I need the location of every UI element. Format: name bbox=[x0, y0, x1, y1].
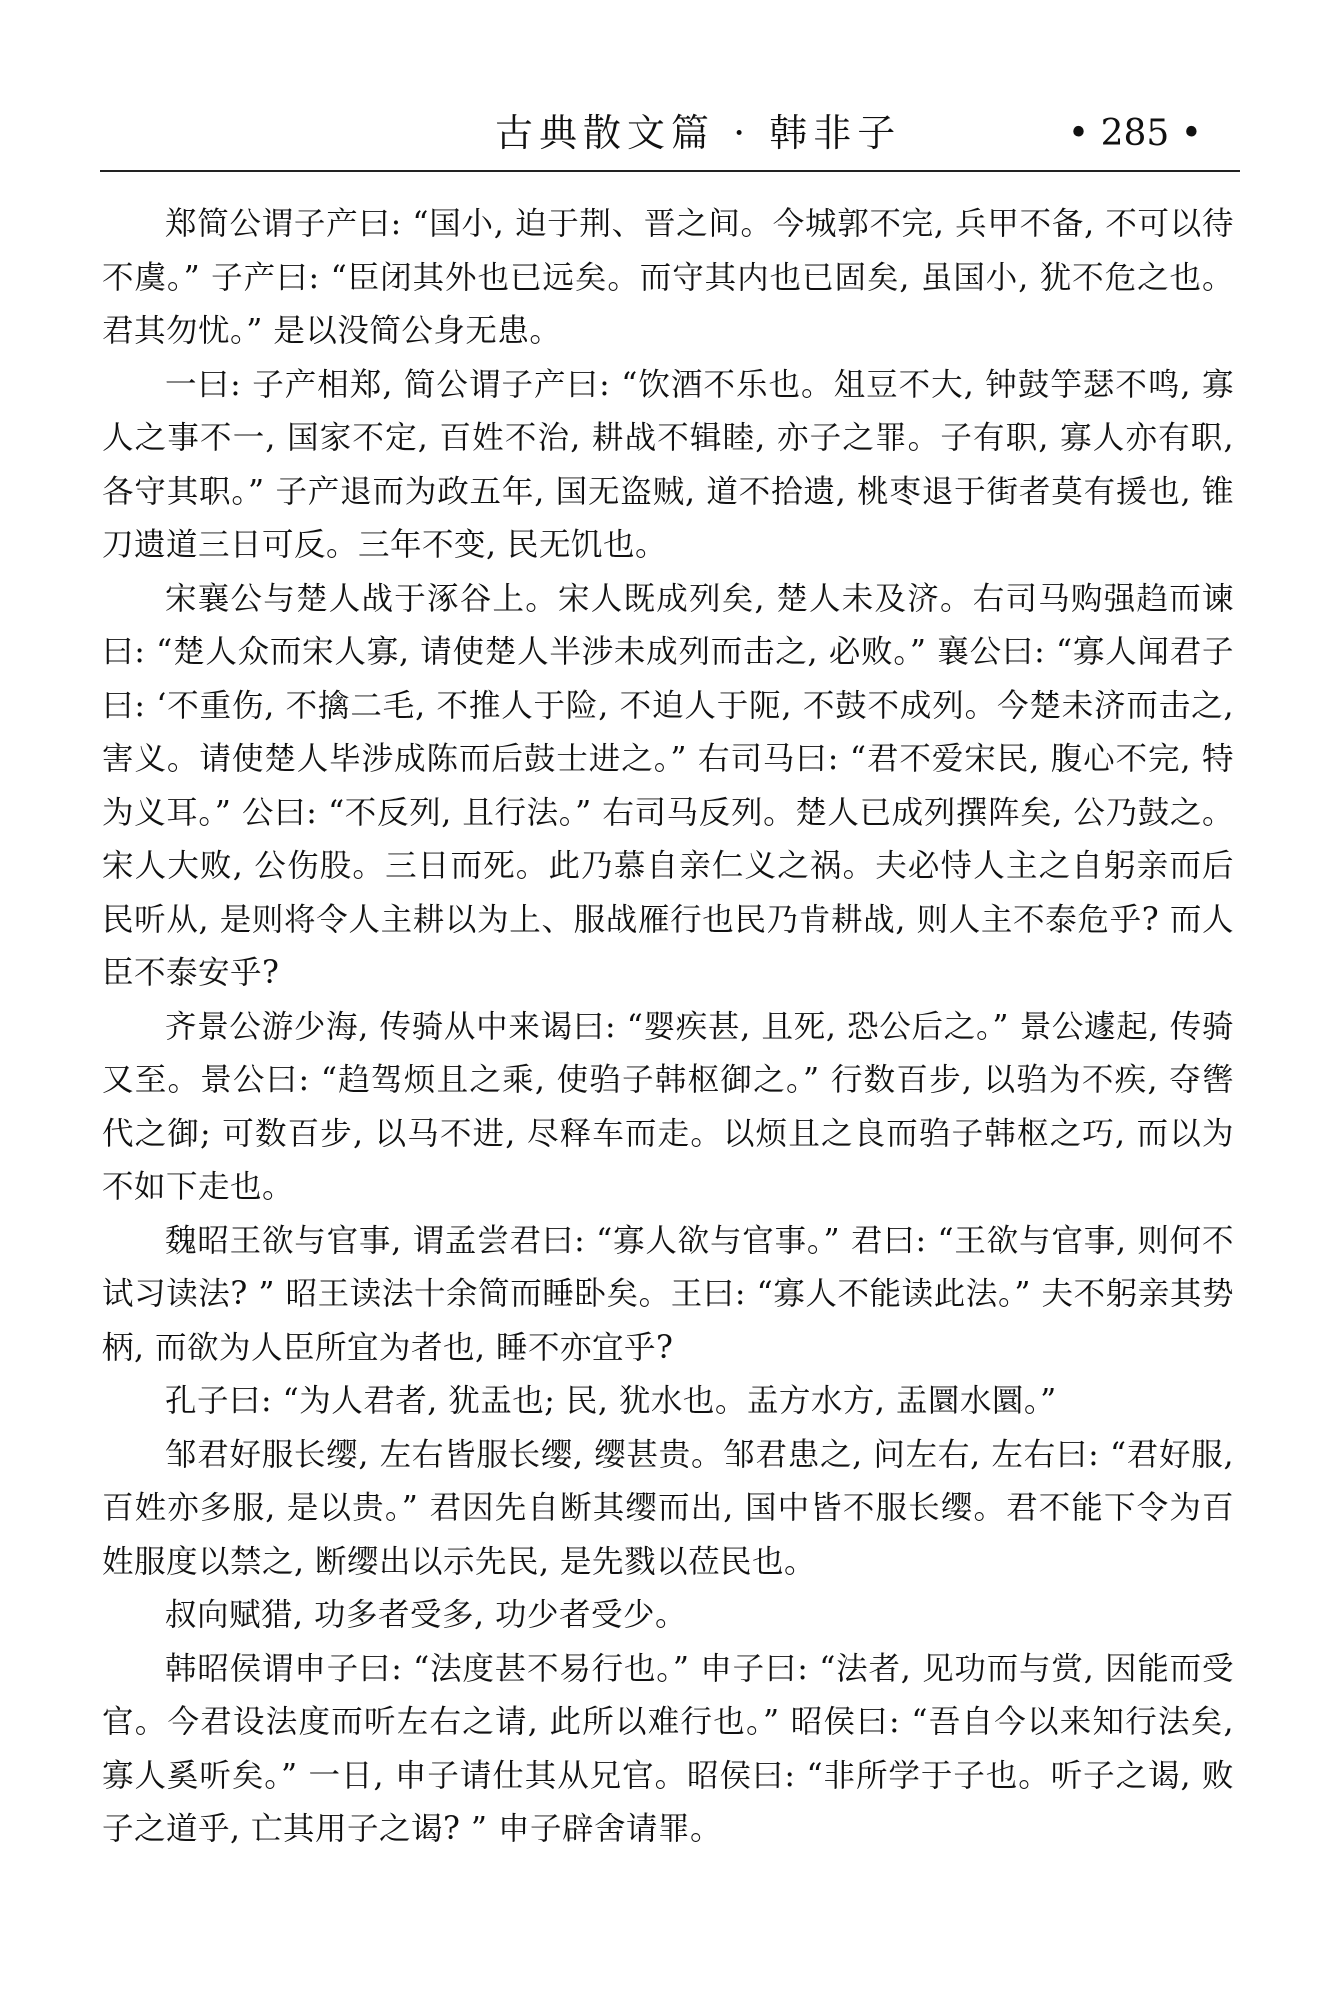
paragraph-zou-jun: 邹君好服长缨, 左右皆服长缨, 缨甚贵。邹君患之, 问左右, 左右曰: “君好服, 百姓亦多服, 是以贵。” 君因先自断其缨而出, 国中皆不服长缨。君不能下令为百姓服度以禁之, 断缨出以示先民, 是先戮以莅民也。 bbox=[102, 1436, 1234, 1580]
header-rule bbox=[100, 170, 1240, 172]
paragraph-wei-zhaowang: 魏昭王欲与官事, 谓孟尝君曰: “寡人欲与官事。” 君曰: “王欲与官事, 则何不试习读法? ” 昭王读法十余简而睡卧矣。王曰: “寡人不能读此法。” 夫不躬亲其势柄, 而欲为人臣所宜为者也, 睡不亦宜乎? bbox=[102, 1222, 1234, 1366]
paragraph-zheng-jiangong: 郑简公谓子产曰: “国小, 迫于荆、晋之间。今城郭不完, 兵甲不备, 不可以待不虞。” 子产曰: “臣闭其外也已远矣。而守其内也已固矣, 虽国小, 犹不危之也。君其勿忧。” 是以没简公身无患。 bbox=[102, 206, 1234, 349]
body-text bbox=[102, 198, 1234, 1857]
paragraph-kongzi: 孔子曰: “为人君者, 犹盂也; 民, 犹水也。盂方水方, 盂圜水圜。” bbox=[165, 1383, 1057, 1419]
paragraph-shuxiang: 叔向赋猎, 功多者受多, 功少者受少。 bbox=[165, 1597, 688, 1633]
paragraph-zichan-xiang-zheng: 一曰: 子产相郑, 简公谓子产曰: “饮酒不乐也。俎豆不大, 钟鼓竽瑟不鸣, 寡人之事不一, 国家不定, 百姓不治, 耕战不辑睦, 亦子之罪。子有职, 寡人亦有职, 各守其职。” 子产退而为政五年, 国无盗贼, 道不拾遗, 桃枣退于街者莫有援也, 锥刀遗道三日可反。三年不变, 民无饥也。 bbox=[102, 366, 1234, 563]
running-header bbox=[100, 100, 1240, 166]
running-title: 古典散文篇 · 韩非子 bbox=[495, 111, 902, 155]
paragraph-song-xianggong: 宋襄公与楚人战于涿谷上。宋人既成列矣, 楚人未及济。右司马购强趋而谏曰: “楚人众而宋人寡, 请使楚人半涉未成列而击之, 必败。” 襄公曰: “寡人闻君子曰: ‘不重伤, 不擒二毛, 不推人于险, 不迫人于阨, 不鼓不成列。今楚未济而击之, 害义。请使楚人毕涉成陈而后鼓士进之。” 右司马曰: “君不爱宋民, 腹心不完, 特为义耳。” 公曰: “不反列, 且行法。” 右司马反列。楚人已成列撰阵矣, 公乃鼓之。宋人大败, 公伤股。三日而死。此乃慕自亲仁义之祸。夫必恃人主之自躬亲而后民听从, 是则将令人主耕以为上、服战雁行也民乃肯耕战, 则人主不泰危乎? 而人臣不泰安乎? bbox=[102, 580, 1234, 991]
paragraph-qi-jinggong: 齐景公游少海, 传骑从中来谒曰: “婴疾甚, 且死, 恐公后之。” 景公遽起, 传骑又至。景公曰: “趋驾烦且之乘, 使驺子韩枢御之。” 行数百步, 以驺为不疾, 夺辔代之御; 可数百步, 以马不进, 尽释车而走。以烦且之良而驺子韩枢之巧, 而以为不如下走也。 bbox=[102, 1008, 1234, 1205]
paragraph-han-zhaohou: 韩昭侯谓申子曰: “法度甚不易行也。” 申子曰: “法者, 见功而与赏, 因能而受官。今君设法度而听左右之请, 此所以难行也。” 昭侯曰: “吾自今以来知行法矣, 寡人奚听矣。” 一日, 申子请仕其从兄官。昭侯曰: “非所学于子也。听子之谒, 败子之道乎, 亡其用子之谒? ” 申子辟舍请罪。 bbox=[102, 1650, 1234, 1847]
page-number: • 285 • bbox=[1067, 113, 1202, 154]
